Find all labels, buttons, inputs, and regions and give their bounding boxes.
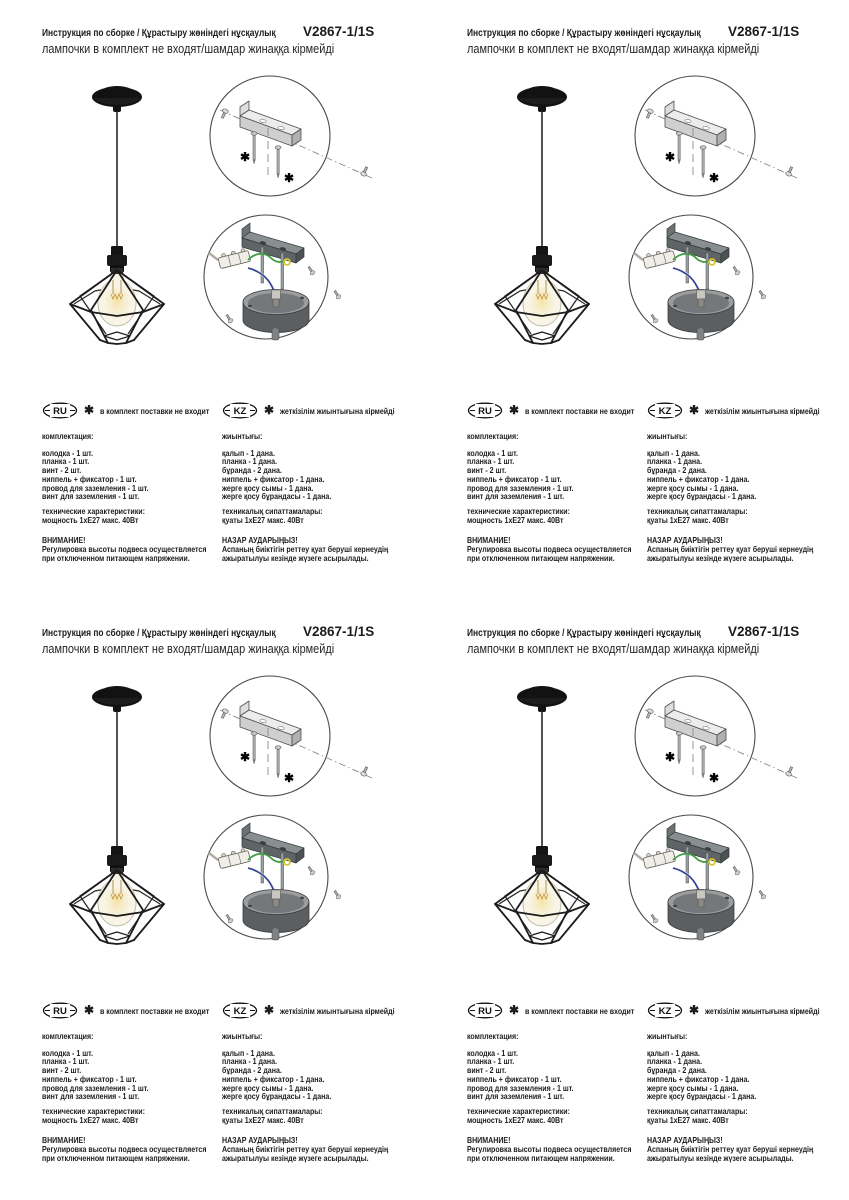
kit-item: бұранда - 2 дана.: [222, 1065, 282, 1076]
warning-text: при отключенном питающем напряжении.: [42, 1153, 190, 1164]
specs-value: қуаты 1хЕ27 макс. 40Вт: [222, 514, 304, 525]
kit-item: жерге қосу сымы - 1 дана.: [647, 1082, 739, 1093]
ru-language-badge: [467, 402, 503, 419]
kit-item: винт - 2 шт.: [467, 1065, 507, 1076]
bracket-mounting-diagram: [206, 72, 384, 202]
kit-items: [647, 449, 843, 501]
warning-title: НАЗАР АУДАРЫҢЫЗ!: [647, 535, 723, 546]
kit-item: провод для заземления - 1 шт.: [467, 1082, 574, 1093]
ru-badge-row: [42, 402, 222, 419]
warning-block: [42, 1136, 222, 1163]
ru-language-badge: [467, 1002, 503, 1019]
pendant-lamp-illustration: [64, 682, 170, 948]
warning-title: НАЗАР АУДАРЫҢЫЗ!: [222, 1135, 298, 1146]
warning-text: при отключенном питающем напряжении.: [42, 553, 190, 564]
specs-block: [647, 507, 843, 524]
cord-grip: [272, 890, 281, 907]
svg-text:RU: RU: [478, 1006, 492, 1017]
kit-item: ниппель + фиксатор - 1 дана.: [222, 473, 325, 484]
instruction-sheet: [425, 600, 849, 1200]
warning-text: Регулировка высоты подвеса осуществляется: [42, 1144, 207, 1155]
wiring-diagram: [627, 210, 787, 346]
kit-item: жерге қосу бұрандасы - 1 дана.: [647, 491, 757, 502]
specs-title: техникалық сипаттамалары:: [222, 505, 323, 516]
threaded-stud: [261, 847, 264, 883]
threaded-stud: [706, 253, 709, 289]
wall-screw-right: [360, 766, 369, 777]
kit-title: жиынтығы:: [222, 431, 263, 441]
svg-text:KZ: KZ: [233, 1006, 247, 1017]
cord-grip: [697, 890, 706, 907]
wall-screw-right: [360, 166, 369, 177]
kit-item: жерге қосу сымы - 1 дана.: [647, 482, 739, 493]
kit-item: планка - 1 дана.: [222, 1056, 278, 1067]
kit-item: планка - 1 дана.: [647, 1056, 703, 1067]
specs-title: техникалық сипаттамалары:: [647, 505, 748, 516]
kit-item: планка - 1 шт.: [42, 456, 90, 467]
specs-value: мощность 1хЕ27 макс. 40Вт: [467, 514, 564, 525]
warning-block: [647, 536, 843, 563]
kit-item: планка - 1 шт.: [42, 1056, 90, 1067]
cup-screw: [333, 890, 342, 900]
kit-item: қалып - 1 дана.: [647, 447, 700, 458]
warning-title: НАЗАР АУДАРЫҢЫЗ!: [647, 1135, 723, 1146]
specs-block: [222, 507, 418, 524]
sheet-title: Инструкция по сборке / Құрастыру жөніндегі нұсқаулық: [467, 627, 701, 639]
kit-item: ниппель + фиксатор - 1 дана.: [647, 1073, 750, 1084]
cord-stem: [697, 928, 704, 940]
asterisk-icon: ✱: [264, 1002, 275, 1017]
instruction-sheet: [0, 0, 424, 600]
threaded-stud: [706, 853, 709, 889]
warning-text: Аспаның биіктігін реттеу қуат беруші кернеудің: [647, 544, 814, 555]
warning-title: ВНИМАНИЕ!: [467, 1135, 511, 1146]
cord-grip: [697, 290, 706, 307]
kit-title: комплектация:: [42, 1031, 94, 1041]
svg-text:RU: RU: [53, 406, 67, 417]
ru-column: [467, 402, 647, 563]
specs-title: техникалық сипаттамалары:: [647, 1105, 748, 1116]
edison-bulb: [523, 868, 561, 926]
warning-title: НАЗАР АУДАРЫҢЫЗ!: [222, 535, 298, 546]
specs-value: мощность 1хЕ27 макс. 40Вт: [42, 1114, 139, 1125]
not-included-note: жеткізілім жиынтығына кірмейді: [280, 1005, 395, 1016]
not-included-note: жеткізілім жиынтығына кірмейді: [280, 405, 395, 416]
kit-item: ниппель + фиксатор - 1 шт.: [467, 1073, 562, 1084]
ceiling-canopy: [517, 686, 567, 712]
language-columns: [42, 402, 414, 563]
specs-title: технические характеристики:: [467, 1105, 570, 1116]
specs-value: қуаты 1хЕ27 макс. 40Вт: [647, 1114, 729, 1125]
warning-block: [222, 536, 418, 563]
kit-item: планка - 1 дана.: [647, 456, 703, 467]
bracket-mounting-diagram: [206, 672, 384, 802]
pendant-lamp-illustration: [489, 82, 595, 348]
specs-block: [42, 507, 222, 524]
specs-title: технические характеристики:: [42, 505, 145, 516]
specs-title: техникалық сипаттамалары:: [222, 1105, 323, 1116]
threaded-stud: [686, 247, 689, 283]
kit-items: [222, 449, 418, 501]
wall-screw-right: [785, 766, 794, 777]
language-columns: [467, 1002, 839, 1163]
language-columns: [42, 1002, 414, 1163]
svg-text:KZ: KZ: [233, 406, 247, 417]
wiring-diagram: [202, 210, 362, 346]
edison-bulb: [523, 268, 561, 326]
kit-item: ниппель + фиксатор - 1 шт.: [42, 473, 137, 484]
kit-item: винт - 2 шт.: [467, 465, 507, 476]
ceiling-canopy: [92, 86, 142, 112]
not-included-asterisk: ✱: [239, 750, 251, 764]
warning-text: ажыратылуы кезінде жүзеге асырылады.: [222, 553, 369, 564]
specs-block: [222, 1107, 418, 1124]
specs-title: технические характеристики:: [42, 1105, 145, 1116]
kit-title: жиынтығы:: [222, 1031, 263, 1041]
kit-title: комплектация:: [42, 431, 94, 441]
model-number: V2867-1/1S: [303, 624, 375, 639]
kz-column: [222, 1002, 418, 1163]
edison-bulb: [98, 268, 136, 326]
kit-item: планка - 1 шт.: [467, 456, 515, 467]
not-included-note: в комплект поставки не входит: [100, 405, 210, 416]
kz-badge-row: [647, 1002, 843, 1019]
kit-item: планка - 1 дана.: [222, 456, 278, 467]
kz-language-badge: [647, 1002, 683, 1019]
warning-text: при отключенном питающем напряжении.: [467, 1153, 615, 1164]
asterisk-icon: ✱: [264, 402, 275, 417]
kit-item: ниппель + фиксатор - 1 дана.: [222, 1073, 325, 1084]
cord-stem: [697, 328, 704, 340]
asterisk-icon: ✱: [509, 402, 520, 417]
warning-block: [467, 1136, 647, 1163]
kit-items: [467, 1049, 647, 1101]
kit-item: провод для заземления - 1 шт.: [42, 1082, 149, 1093]
kit-title: комплектация:: [467, 431, 519, 441]
kit-item: жерге қосу сымы - 1 дана.: [222, 482, 314, 493]
specs-block: [467, 1107, 647, 1124]
warning-text: ажыратылуы кезінде жүзеге асырылады.: [647, 1153, 794, 1164]
ceiling-canopy: [92, 686, 142, 712]
kit-title: жиынтығы:: [647, 431, 688, 441]
model-number: V2867-1/1S: [303, 24, 375, 39]
threaded-stud: [281, 853, 284, 889]
kit-item: планка - 1 шт.: [467, 1056, 515, 1067]
kit-item: жерге қосу сымы - 1 дана.: [222, 1082, 314, 1093]
kit-item: жерге қосу бұрандасы - 1 дана.: [222, 1091, 332, 1102]
kit-item: винт - 2 шт.: [42, 465, 82, 476]
ru-badge-row: [467, 402, 647, 419]
specs-value: мощность 1хЕ27 макс. 40Вт: [467, 1114, 564, 1125]
kit-item: жерге қосу бұрандасы - 1 дана.: [222, 491, 332, 502]
svg-text:RU: RU: [478, 406, 492, 417]
lamps-not-included-note: лампочки в комплект не входят/шамдар жинаққа кірмейді: [42, 41, 335, 56]
threaded-stud: [281, 253, 284, 289]
kit-item: бұранда - 2 дана.: [647, 465, 707, 476]
kit-item: колодка - 1 шт.: [467, 447, 518, 458]
not-included-asterisk: ✱: [664, 750, 676, 764]
not-included-note: в комплект поставки не входит: [525, 1005, 635, 1016]
ru-language-badge: [42, 1002, 78, 1019]
not-included-note: жеткізілім жиынтығына кірмейді: [705, 1005, 820, 1016]
kit-item: бұранда - 2 дана.: [222, 465, 282, 476]
ru-badge-row: [42, 1002, 222, 1019]
svg-text:KZ: KZ: [658, 1006, 672, 1017]
kit-item: ниппель + фиксатор - 1 дана.: [647, 473, 750, 484]
kit-item: қалып - 1 дана.: [222, 1047, 275, 1058]
ru-language-badge: [42, 402, 78, 419]
instruction-sheet: [425, 0, 849, 600]
svg-text:RU: RU: [53, 1006, 67, 1017]
warning-text: Аспаның биіктігін реттеу қуат беруші кернеудің: [222, 544, 389, 555]
specs-block: [42, 1107, 222, 1124]
kit-item: колодка - 1 шт.: [42, 1047, 93, 1058]
warning-text: Регулировка высоты подвеса осуществляется: [467, 1144, 632, 1155]
kit-item: колодка - 1 шт.: [467, 1047, 518, 1058]
svg-text:KZ: KZ: [658, 406, 672, 417]
kit-item: винт - 2 шт.: [42, 1065, 82, 1076]
kit-items: [42, 449, 222, 501]
model-number: V2867-1/1S: [728, 24, 800, 39]
warning-block: [647, 1136, 843, 1163]
model-number: V2867-1/1S: [728, 624, 800, 639]
ru-column: [42, 402, 222, 563]
cup-screw: [758, 890, 767, 900]
kit-item: колодка - 1 шт.: [42, 447, 93, 458]
pendant-lamp-illustration: [64, 82, 170, 348]
kit-item: қалып - 1 дана.: [222, 447, 275, 458]
kit-item: винт для заземления - 1 шт.: [467, 491, 565, 502]
specs-value: қуаты 1хЕ27 макс. 40Вт: [222, 1114, 304, 1125]
cup-screw: [758, 290, 767, 300]
kit-item: бұранда - 2 дана.: [647, 1065, 707, 1076]
ru-column: [42, 1002, 222, 1163]
bracket-mounting-diagram: [631, 72, 809, 202]
asterisk-icon: ✱: [509, 1002, 520, 1017]
kz-badge-row: [647, 402, 843, 419]
asterisk-icon: ✱: [84, 402, 95, 417]
ru-badge-row: [467, 1002, 647, 1019]
warning-text: Регулировка высоты подвеса осуществляется: [42, 544, 207, 555]
lamps-not-included-note: лампочки в комплект не входят/шамдар жинаққа кірмейді: [467, 641, 760, 656]
warning-title: ВНИМАНИЕ!: [42, 535, 86, 546]
warning-title: ВНИМАНИЕ!: [42, 1135, 86, 1146]
specs-block: [647, 1107, 843, 1124]
cord-stem: [272, 328, 279, 340]
kit-items: [647, 1049, 843, 1101]
kit-item: ниппель + фиксатор - 1 шт.: [467, 473, 562, 484]
kit-item: винт для заземления - 1 шт.: [42, 491, 140, 502]
threaded-stud: [261, 247, 264, 283]
specs-value: мощность 1хЕ27 макс. 40Вт: [42, 514, 139, 525]
asterisk-icon: ✱: [689, 1002, 700, 1017]
kz-column: [647, 1002, 843, 1163]
kit-items: [467, 449, 647, 501]
kz-column: [647, 402, 843, 563]
warning-text: при отключенном питающем напряжении.: [467, 553, 615, 564]
not-included-asterisk: ✱: [708, 771, 720, 785]
kz-badge-row: [222, 1002, 418, 1019]
not-included-asterisk: ✱: [283, 771, 295, 785]
kz-badge-row: [222, 402, 418, 419]
warning-block: [467, 536, 647, 563]
kit-item: жерге қосу бұрандасы - 1 дана.: [647, 1091, 757, 1102]
not-included-asterisk: ✱: [239, 150, 251, 164]
asterisk-icon: ✱: [689, 402, 700, 417]
warning-title: ВНИМАНИЕ!: [467, 535, 511, 546]
not-included-asterisk: ✱: [664, 150, 676, 164]
warning-block: [42, 536, 222, 563]
specs-value: қуаты 1хЕ27 макс. 40Вт: [647, 514, 729, 525]
asterisk-icon: ✱: [84, 1002, 95, 1017]
kit-item: ниппель + фиксатор - 1 шт.: [42, 1073, 137, 1084]
kit-item: қалып - 1 дана.: [647, 1047, 700, 1058]
edison-bulb: [98, 868, 136, 926]
not-included-note: жеткізілім жиынтығына кірмейді: [705, 405, 820, 416]
wiring-diagram: [627, 810, 787, 946]
kit-item: винт для заземления - 1 шт.: [42, 1091, 140, 1102]
bracket-mounting-diagram: [631, 672, 809, 802]
kit-item: провод для заземления - 1 шт.: [467, 482, 574, 493]
sheet-title: Инструкция по сборке / Құрастыру жөніндегі нұсқаулық: [42, 27, 276, 39]
ceiling-canopy: [517, 86, 567, 112]
kz-language-badge: [222, 402, 258, 419]
not-included-note: в комплект поставки не входит: [100, 1005, 210, 1016]
kz-language-badge: [647, 402, 683, 419]
kit-items: [42, 1049, 222, 1101]
cup-screw: [333, 290, 342, 300]
not-included-asterisk: ✱: [283, 171, 295, 185]
warning-text: Аспаның биіктігін реттеу қуат беруші кернеудің: [647, 1144, 814, 1155]
sheet-title: Инструкция по сборке / Құрастыру жөніндегі нұсқаулық: [42, 627, 276, 639]
cord-stem: [272, 928, 279, 940]
threaded-stud: [686, 847, 689, 883]
kit-item: провод для заземления - 1 шт.: [42, 482, 149, 493]
sheet-title: Инструкция по сборке / Құрастыру жөніндегі нұсқаулық: [467, 27, 701, 39]
wall-screw-right: [785, 166, 794, 177]
ru-column: [467, 1002, 647, 1163]
not-included-asterisk: ✱: [708, 171, 720, 185]
kit-item: винт для заземления - 1 шт.: [467, 1091, 565, 1102]
warning-block: [222, 1136, 418, 1163]
kit-title: жиынтығы:: [647, 1031, 688, 1041]
wiring-diagram: [202, 810, 362, 946]
instruction-sheet: [0, 600, 424, 1200]
lamps-not-included-note: лампочки в комплект не входят/шамдар жинаққа кірмейді: [467, 41, 760, 56]
specs-title: технические характеристики:: [467, 505, 570, 516]
kz-language-badge: [222, 1002, 258, 1019]
lamps-not-included-note: лампочки в комплект не входят/шамдар жинаққа кірмейді: [42, 641, 335, 656]
language-columns: [467, 402, 839, 563]
warning-text: Регулировка высоты подвеса осуществляется: [467, 544, 632, 555]
cord-grip: [272, 290, 281, 307]
warning-text: Аспаның биіктігін реттеу қуат беруші кернеудің: [222, 1144, 389, 1155]
warning-text: ажыратылуы кезінде жүзеге асырылады.: [222, 1153, 369, 1164]
pendant-lamp-illustration: [489, 682, 595, 948]
kit-title: комплектация:: [467, 1031, 519, 1041]
kit-items: [222, 1049, 418, 1101]
warning-text: ажыратылуы кезінде жүзеге асырылады.: [647, 553, 794, 564]
not-included-note: в комплект поставки не входит: [525, 405, 635, 416]
specs-block: [467, 507, 647, 524]
kz-column: [222, 402, 418, 563]
